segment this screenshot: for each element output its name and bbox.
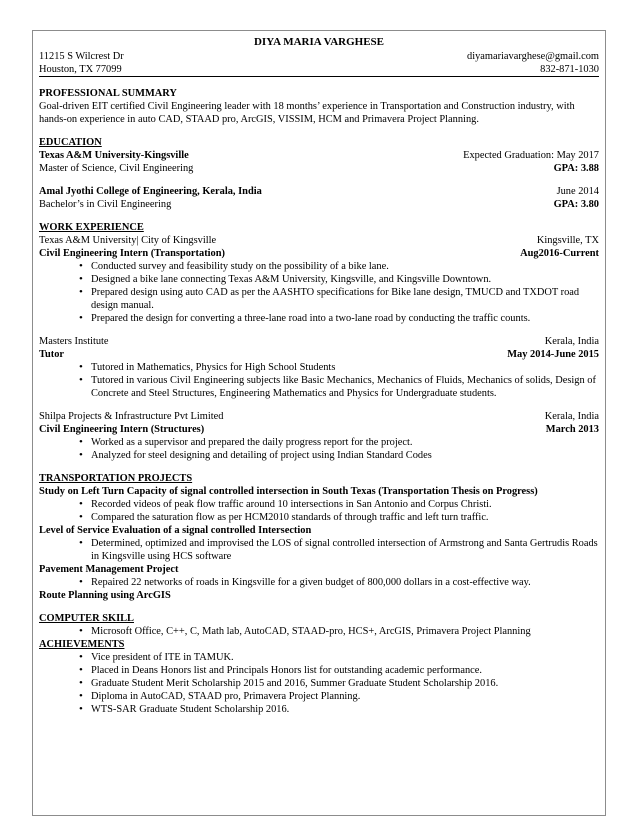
summary-text: Goal-driven EIT certified Civil Engineering leader with 18 months’ experience in Transportation and Construction industry, with hands-on experience in auto CAD, STAAD pro, ArcGIS, VISSIM, HCM and Primavera Project Planning.	[39, 101, 575, 125]
job-dates: May 2014-June 2015	[507, 349, 599, 360]
contact-row-1	[39, 50, 599, 63]
education-heading: EDUCATION	[39, 137, 102, 148]
list-item: • Diploma in AutoCAD, STAAD pro, Primavera Project Planning.	[79, 690, 599, 703]
gpa: GPA: 3.80	[553, 199, 599, 210]
list-item: • Placed in Deans Honors list and Principals Honors list for outstanding academic performance.	[79, 664, 599, 677]
education-date: June 2014	[556, 186, 599, 197]
list-item: • Tutored in various Civil Engineering subjects like Basic Mechanics, Mechanics of Fluids, Mechanics of solids, Design of Concrete and Steel Structures, Engineering Mathematics and Physics for Undergraduate students.	[79, 374, 599, 400]
job-bullets	[39, 436, 599, 462]
job-dates: March 2013	[545, 424, 599, 435]
job-dates: Aug2016-Current	[520, 248, 599, 259]
degree: Bachelor’s in Civil Engineering	[39, 199, 172, 210]
list-item: • WTS-SAR Graduate Student Scholarship 2016.	[79, 703, 599, 716]
achievements-heading: ACHIEVEMENTS	[39, 639, 125, 650]
project-bullets	[39, 498, 599, 524]
project-title: Level of Service Evaluation of a signal controlled Intersection	[39, 525, 312, 536]
education-date: Expected Graduation: May 2017	[463, 150, 599, 161]
list-item: • Compared the saturation flow as per HCM2010 standards of through traffic and left turn traffic.	[79, 511, 599, 524]
school-name: Amal Jyothi College of Engineering, Kerala, India	[39, 186, 262, 197]
job-entry	[39, 335, 599, 400]
job-title: Tutor	[39, 349, 65, 360]
project-bullets	[39, 576, 599, 589]
list-item: • Recorded videos of peak flow traffic around 10 intersections in San Antonio and Corpus Christi.	[79, 498, 599, 511]
education-item	[39, 185, 599, 211]
contact-row-2	[39, 63, 599, 77]
list-item: • Designed a bike lane connecting Texas A&M University, Kingsville, and Kingsville Downtown.	[79, 273, 599, 286]
resume-content	[39, 36, 599, 716]
resume-page	[32, 30, 606, 816]
job-entry	[39, 234, 599, 325]
school-name: Texas A&M University-Kingsville	[39, 150, 189, 161]
project-title: Pavement Management Project	[39, 564, 179, 575]
job-title: Civil Engineering Intern (Structures)	[39, 424, 205, 435]
summary-heading: PROFESSIONAL SUMMARY	[39, 88, 177, 99]
job-bullets	[39, 361, 599, 400]
job-location: Kerala, India	[544, 336, 599, 347]
resume-name: DIYA MARIA VARGHESE	[253, 36, 384, 48]
projects-heading: TRANSPORTATION PROJECTS	[39, 473, 193, 484]
email[interactable]: diyamariavarghese@gmail.com	[467, 51, 599, 62]
list-item: • Conducted survey and feasibility study on the possibility of a bike lane.	[79, 260, 599, 273]
list-item: • Repaired 22 networks of roads in Kingsville for a given budget of 800,000 dollars in a cost-effective way.	[79, 576, 599, 589]
list-item: • Determined, optimized and improvised the LOS of signal controlled intersection of Armstrong and Santa Gertrudis Roads in Kingsville using HCS software	[79, 537, 599, 563]
list-item: • Prepared the design for converting a three-lane road into a two-lane road by conducting the traffic counts.	[79, 312, 599, 325]
job-location: Kerala, India	[544, 411, 599, 422]
degree: Master of Science, Civil Engineering	[39, 163, 194, 174]
list-item: • Prepared design using auto CAD as per the AASHTO specifications for Bike lane design, TMUCD and TXDOT road design manual.	[79, 286, 599, 312]
list-item: • Microsoft Office, C++, C, Math lab, AutoCAD, STAAD-pro, HCS+, ArcGIS, Primavera Project Planning	[79, 625, 599, 638]
gpa: GPA: 3.88	[553, 163, 599, 174]
address-line-1: 11215 S Wilcrest Dr	[39, 51, 124, 62]
list-item: • Graduate Student Merit Scholarship 2015 and 2016, Summer Graduate Student Scholarship 2016.	[79, 677, 599, 690]
list-item: • Worked as a supervisor and prepared the daily progress report for the project.	[79, 436, 599, 449]
job-bullets	[39, 260, 599, 325]
work-heading: WORK EXPERIENCE	[39, 222, 144, 233]
list-item: • Analyzed for steel designing and detailing of project using Indian Standard Codes	[79, 449, 599, 462]
job-entry	[39, 410, 599, 462]
skills-heading: COMPUTER SKILL	[39, 613, 134, 624]
job-org: Texas A&M University| City of Kingsville	[39, 235, 217, 246]
job-org: Masters Institute	[39, 336, 109, 347]
achievements-bullets	[39, 651, 599, 716]
project-bullets	[39, 537, 599, 563]
list-item: • Tutored in Mathematics, Physics for High School Students	[79, 361, 599, 374]
job-location: Kingsville, TX	[536, 235, 599, 246]
address-line-2: Houston, TX 77099	[39, 64, 122, 75]
skills-bullets	[39, 625, 599, 638]
list-item: • Vice president of ITE in TAMUK.	[79, 651, 599, 664]
job-title: Civil Engineering Intern (Transportation)	[39, 248, 225, 259]
job-org: Shilpa Projects & Infrastructure Pvt Limited	[39, 411, 224, 422]
project-title: Route Planning using ArcGIS	[39, 590, 171, 601]
phone: 832-871-1030	[540, 64, 599, 75]
project-title: Study on Left Turn Capacity of signal controlled intersection in South Texas (Transportation Thesis on Progress)	[39, 486, 538, 497]
education-item	[39, 149, 599, 175]
